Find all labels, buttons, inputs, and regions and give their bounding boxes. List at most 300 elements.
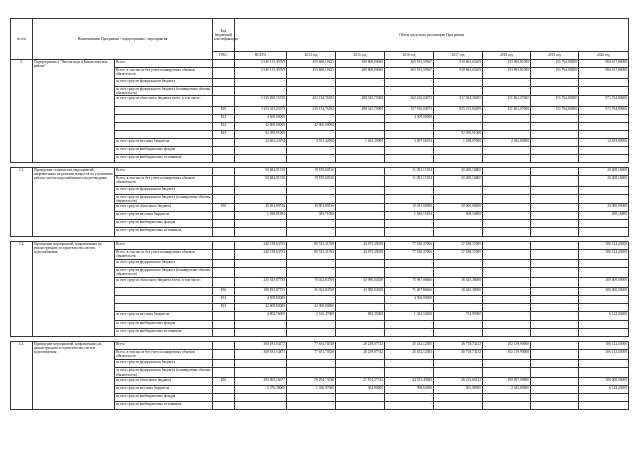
amount-cell: -	[531, 368, 579, 377]
amount-cell: 10 053,00000	[385, 204, 434, 212]
amount-cell: -	[287, 155, 336, 163]
amount-cell: 3 531,42000	[287, 138, 336, 146]
amount-cell: -	[434, 195, 483, 204]
amount-cell: -	[531, 385, 579, 393]
amount-cell: 289 808,00000	[336, 60, 385, 68]
amount-cell: -	[531, 168, 579, 176]
amount-cell: 240 138,63753	[235, 249, 287, 260]
amount-cell: 408,16800	[579, 212, 629, 220]
amount-cell: -	[579, 360, 629, 368]
amount-cell: -	[434, 220, 483, 228]
grbs-code	[213, 393, 235, 401]
budget-table-sheet	[10, 18, 628, 410]
funding-source: за счет средств федерального бюджета (планируемые объемы обязательств)	[115, 368, 213, 377]
amount-cell: 253 983,81000	[483, 68, 531, 79]
amount-cell: 45 432,12385	[385, 341, 434, 349]
amount-cell: -	[483, 393, 531, 401]
amount-cell: 20 000,00000	[434, 204, 483, 212]
funding-source: за счет средств федерального бюджета (планируемые объемы обязательств)	[115, 86, 213, 95]
amount-cell: -	[434, 147, 483, 155]
amount-cell: 300 181,54477	[235, 349, 287, 360]
amount-cell: -	[385, 393, 434, 401]
amount-cell: -	[287, 114, 336, 122]
amount-cell: 364,80000	[336, 385, 385, 393]
amount-cell: -	[483, 86, 531, 95]
amount-cell: -	[434, 114, 483, 122]
amount-cell: -	[579, 393, 629, 401]
amount-cell: 895,35000	[336, 312, 385, 320]
amount-cell: 36 022,84769	[287, 288, 336, 296]
amount-cell: -	[235, 78, 287, 86]
amount-cell: -	[434, 260, 483, 268]
amount-cell: -	[483, 288, 531, 296]
header-number: № п/п	[11, 19, 33, 60]
amount-cell: 36 445,38000	[434, 277, 483, 288]
amount-cell: 1 462,35000	[336, 138, 385, 146]
amount-cell: 18 801,89516	[287, 204, 336, 212]
header-funding-volume: Объем средств на реализацию Программы	[235, 19, 629, 52]
funding-source: Всего	[115, 60, 213, 68]
amount-cell: -	[483, 176, 531, 187]
amount-cell: -	[287, 228, 336, 236]
amount-cell: -	[531, 241, 579, 249]
funding-source: за счет средств местных бюджетов	[115, 312, 213, 320]
amount-cell: -	[235, 86, 287, 95]
funding-source: за счет средств федерального бюджета	[115, 78, 213, 86]
amount-cell: 42 000,00000	[287, 304, 336, 312]
funding-source: Всего, в том числе без учета планируемых объемов обязательств	[115, 249, 213, 260]
funding-source	[115, 130, 213, 138]
amount-cell: -	[385, 401, 434, 409]
amount-cell: 50 684,91510	[235, 168, 287, 176]
grbs-code	[213, 186, 235, 194]
amount-cell: 37 180,37000	[434, 241, 483, 249]
amount-cell: -	[336, 212, 385, 220]
amount-cell: -	[434, 155, 483, 163]
amount-cell: 253 983,81000	[483, 60, 531, 68]
amount-cell: -	[235, 393, 287, 401]
header-year-2019: 2019 год	[531, 52, 579, 60]
amount-cell: 910 663,65209	[434, 60, 483, 68]
section-name: Проведение технических мероприятий, направленных на решение вопросов по улучшению работы систем водоснабжения и водоотведения	[33, 168, 115, 236]
amount-cell: -	[235, 320, 287, 328]
amount-cell: 151 764,80000	[531, 95, 579, 106]
amount-cell: 251 861,07000	[483, 106, 531, 114]
amount-cell: -	[385, 122, 434, 130]
funding-source: за счет средств внебюджетных источников	[115, 401, 213, 409]
amount-cell: -	[531, 220, 579, 228]
header-year-2018: 2018 год	[483, 52, 531, 60]
amount-cell: -	[531, 204, 579, 212]
table-row	[11, 168, 629, 176]
amount-cell: -	[385, 195, 434, 204]
amount-cell: 3 335 490,15535	[235, 95, 287, 106]
amount-cell: -	[385, 228, 434, 236]
amount-cell: 3 497,56194	[385, 138, 434, 146]
grbs-code	[213, 86, 235, 95]
amount-cell: 92 050,91000	[434, 130, 483, 138]
amount-cell: -	[483, 249, 531, 260]
funding-source: Всего	[115, 168, 213, 176]
amount-cell: -	[531, 130, 579, 138]
grbs-code: 812	[213, 296, 235, 304]
amount-cell: 151 764,80000	[531, 60, 579, 68]
amount-cell: -	[434, 122, 483, 130]
amount-cell: 102 139,90000	[483, 349, 531, 360]
amount-cell: -	[235, 195, 287, 204]
amount-cell: -	[531, 78, 579, 86]
header-grbs: ГРБС	[213, 52, 235, 60]
amount-cell: -	[235, 260, 287, 268]
table-row	[11, 341, 629, 349]
section-number: 2.3.	[11, 341, 33, 409]
amount-cell: -	[483, 320, 531, 328]
funding-source: за счет средств внебюджетных фондов	[115, 220, 213, 228]
amount-cell: -	[235, 228, 287, 236]
amount-cell: 48 854,89516	[235, 204, 287, 212]
amount-cell: -	[483, 228, 531, 236]
amount-cell: 11 091,15194	[385, 168, 434, 176]
amount-cell: -	[579, 228, 629, 236]
amount-cell: 76 294,73338	[287, 377, 336, 385]
amount-cell: 455 666,10123	[287, 68, 336, 79]
amount-cell: -	[336, 304, 385, 312]
program-budget-table	[10, 18, 629, 410]
amount-cell: -	[531, 401, 579, 409]
funding-source: за счет средств внебюджетных фондов	[115, 147, 213, 155]
funding-source	[115, 114, 213, 122]
amount-cell: -	[531, 138, 579, 146]
funding-source: за счет средств местных бюджетов	[115, 212, 213, 220]
amount-cell: 984 417,80000	[579, 68, 629, 79]
amount-cell: 1 356,97000	[287, 385, 336, 393]
amount-cell: 37 180,37000	[434, 249, 483, 260]
amount-cell: 362 416,03073	[385, 95, 434, 106]
amount-cell: -	[336, 122, 385, 130]
amount-cell: -	[434, 328, 483, 336]
grbs-code: 822	[213, 304, 235, 312]
amount-cell: 77 330,37066	[385, 249, 434, 260]
grbs-code	[213, 328, 235, 336]
amount-cell: 235 335,87753	[235, 277, 287, 288]
amount-cell: -	[483, 304, 531, 312]
amount-cell: 50 684,91510	[235, 176, 287, 187]
amount-cell: -	[483, 195, 531, 204]
amount-cell: 20 408,16800	[579, 176, 629, 187]
amount-cell: 4 500,00000	[235, 296, 287, 304]
amount-cell: 42 000,00000	[235, 122, 287, 130]
amount-cell: 20 408,16800	[579, 168, 629, 176]
funding-source	[115, 106, 213, 114]
header-program-name: Наименование Программы / подпрограммы / мероприятия	[33, 19, 213, 60]
amount-cell: -	[336, 320, 385, 328]
amount-cell: -	[483, 312, 531, 320]
amount-cell: -	[287, 186, 336, 194]
grbs-code	[213, 220, 235, 228]
amount-cell: -	[483, 204, 531, 212]
amount-cell: -	[579, 401, 629, 409]
amount-cell: -	[531, 155, 579, 163]
amount-cell: -	[287, 360, 336, 368]
header-year-2017: 2017 год	[434, 52, 483, 60]
amount-cell: -	[483, 296, 531, 304]
amount-cell: -	[531, 377, 579, 385]
amount-cell: -	[336, 401, 385, 409]
funding-source: за счет средств внебюджетных источников	[115, 328, 213, 336]
amount-cell: -	[336, 204, 385, 212]
amount-cell: -	[336, 114, 385, 122]
amount-cell: -	[483, 328, 531, 336]
amount-cell: 151 764,80000	[531, 68, 579, 79]
amount-cell: -	[483, 147, 531, 155]
amount-cell: -	[336, 368, 385, 377]
funding-source: за счет средств областного бюджета	[115, 204, 213, 212]
amount-cell: 151 764,80000	[531, 106, 579, 114]
amount-cell: -	[336, 260, 385, 268]
amount-cell: -	[531, 328, 579, 336]
grbs-code	[213, 401, 235, 409]
grbs-code: 810	[213, 106, 235, 114]
grbs-code	[213, 195, 235, 204]
amount-cell: -	[385, 260, 434, 268]
table-row	[11, 60, 629, 68]
amount-cell: -	[579, 147, 629, 155]
amount-cell: -	[336, 328, 385, 336]
funding-source: за счет средств внебюджетных источников	[115, 228, 213, 236]
amount-cell: -	[434, 228, 483, 236]
amount-cell: 4 802,76000	[235, 312, 287, 320]
grbs-code	[213, 241, 235, 249]
header-year-2020: 2020 год	[579, 52, 629, 60]
amount-cell: 20 408,16800	[434, 168, 483, 176]
amount-cell: 1 038,15194	[385, 212, 434, 220]
amount-cell: 4 500,00000	[385, 114, 434, 122]
grbs-code: 810	[213, 377, 235, 385]
amount-cell: -	[385, 368, 434, 377]
grbs-code: 812	[213, 114, 235, 122]
amount-cell: -	[579, 86, 629, 95]
amount-cell: 240 138,63753	[235, 241, 287, 249]
amount-cell: -	[336, 220, 385, 228]
funding-source: за счет средств федерального бюджета	[115, 186, 213, 194]
amount-cell: -	[579, 114, 629, 122]
amount-cell: -	[434, 78, 483, 86]
amount-cell: 24 665,24194	[235, 138, 287, 146]
amount-cell: 46 718,74212	[434, 341, 483, 349]
amount-cell: 306 122,45000	[579, 341, 629, 349]
amount-cell: 4 500,00000	[235, 114, 287, 122]
amount-cell: 12 653,00000	[579, 138, 629, 146]
amount-cell: -	[287, 368, 336, 377]
grbs-code	[213, 277, 235, 288]
amount-cell: -	[579, 368, 629, 377]
amount-cell: -	[483, 268, 531, 277]
amount-cell: -	[531, 114, 579, 122]
amount-cell: 102 139,90000	[483, 341, 531, 349]
amount-cell: 42 000,00000	[287, 122, 336, 130]
amount-cell: 92 050,91000	[235, 130, 287, 138]
grbs-code	[213, 320, 235, 328]
amount-cell: 19 185,60516	[287, 168, 336, 176]
amount-cell: -	[483, 277, 531, 288]
amount-cell: 71 487,86666	[385, 288, 434, 296]
amount-cell: -	[531, 249, 579, 260]
amount-cell: 44 875,39358	[336, 241, 385, 249]
amount-cell: 46 718,74212	[434, 349, 483, 360]
grbs-code	[213, 228, 235, 236]
amount-cell: -	[483, 186, 531, 194]
amount-cell: -	[336, 228, 385, 236]
grbs-code	[213, 341, 235, 349]
amount-cell: -	[579, 186, 629, 194]
amount-cell: 77 330,37066	[385, 241, 434, 249]
amount-cell: -	[531, 288, 579, 296]
grbs-code	[213, 268, 235, 277]
amount-cell: 908,63000	[385, 385, 434, 393]
header-budget-code: Код бюджетной классификации	[213, 19, 235, 52]
amount-cell: -	[336, 147, 385, 155]
amount-cell: -	[385, 130, 434, 138]
amount-cell: -	[235, 360, 287, 368]
grbs-code	[213, 385, 235, 393]
amount-cell: -	[235, 155, 287, 163]
funding-source: Всего	[115, 241, 213, 249]
amount-cell: -	[287, 393, 336, 401]
amount-cell: -	[235, 401, 287, 409]
amount-cell: 80 533,31769	[287, 241, 336, 249]
amount-cell: -	[385, 320, 434, 328]
amount-cell: -	[579, 78, 629, 86]
amount-cell: -	[579, 260, 629, 268]
amount-cell: -	[235, 147, 287, 155]
amount-cell: 835 155,84299	[434, 106, 483, 114]
amount-cell: 1 458,07000	[434, 138, 483, 146]
funding-source: за счет средств областного бюджета всего, в том числе:	[115, 277, 213, 288]
amount-cell: -	[336, 186, 385, 194]
amount-cell: -	[483, 360, 531, 368]
amount-cell: 300 000,00000	[579, 288, 629, 296]
amount-cell: 27 874,27742	[336, 377, 385, 385]
section-number: 2.2.	[11, 241, 33, 336]
amount-cell: 383,71000	[287, 212, 336, 220]
amount-cell: -	[434, 393, 483, 401]
amount-cell: 1 830,01994	[235, 212, 287, 220]
funding-source: Всего, в том числе без учета планируемых объемов обязательств	[115, 176, 213, 187]
amount-cell: -	[336, 168, 385, 176]
amount-cell: -	[483, 122, 531, 130]
amount-cell: 410 134,76183	[287, 106, 336, 114]
amount-cell: 4 500,00000	[385, 296, 434, 304]
amount-cell: -	[579, 328, 629, 336]
amount-cell: 2 510,47000	[287, 312, 336, 320]
table-row	[11, 241, 629, 249]
amount-cell: -	[531, 122, 579, 130]
amount-cell: -	[531, 312, 579, 320]
grbs-code: 810	[213, 204, 235, 212]
amount-cell: -	[531, 393, 579, 401]
amount-cell: 984 417,80000	[579, 60, 629, 68]
amount-cell: -	[385, 268, 434, 277]
grbs-code	[213, 212, 235, 220]
grbs-code: 822	[213, 122, 235, 130]
amount-cell: 306 122,45000	[579, 349, 629, 360]
amount-cell: 734,99000	[434, 312, 483, 320]
amount-cell: -	[531, 341, 579, 349]
amount-cell: -	[434, 186, 483, 194]
amount-cell: 2 042,80000	[483, 385, 531, 393]
amount-cell: 306 122,45000	[579, 241, 629, 249]
amount-cell: 408,16800	[434, 212, 483, 220]
amount-cell: 80 533,31769	[287, 249, 336, 260]
amount-cell: -	[434, 86, 483, 95]
amount-cell: 300 000,00000	[579, 377, 629, 385]
header-year-2014: 2014 год	[287, 52, 336, 60]
section-name: Проведение мероприятий, направленных на реконструкцию и строительство систем водоснабжения	[33, 241, 115, 336]
amount-cell: 300 000,00000	[579, 277, 629, 288]
amount-cell: -	[434, 401, 483, 409]
amount-cell: -	[483, 401, 531, 409]
amount-cell: -	[336, 195, 385, 204]
section-number: 2.	[11, 60, 33, 163]
funding-source: за счет средств местных бюджетов	[115, 138, 213, 146]
amount-cell: -	[287, 401, 336, 409]
amount-cell: -	[531, 176, 579, 187]
amount-cell: -	[287, 195, 336, 204]
amount-cell: 188 835,87753	[235, 288, 287, 296]
amount-cell: 44 875,39358	[336, 249, 385, 260]
grbs-code: 843	[213, 130, 235, 138]
amount-cell: 3 253 411,23575	[235, 106, 287, 114]
amount-cell: -	[434, 368, 483, 377]
amount-cell: 28 239,07742	[336, 341, 385, 349]
grbs-code	[213, 168, 235, 176]
amount-cell: 43 980,04358	[336, 277, 385, 288]
amount-cell: -	[579, 304, 629, 312]
amount-cell: 6 122,45000	[579, 312, 629, 320]
grbs-code	[213, 95, 235, 106]
grbs-code	[213, 260, 235, 268]
funding-source: Всего	[115, 341, 213, 349]
section-name: Проведение мероприятий, направленных на реконструкцию и строительство систем водоотведения	[33, 341, 115, 409]
amount-cell: -	[483, 168, 531, 176]
amount-cell: -	[336, 296, 385, 304]
amount-cell: -	[235, 220, 287, 228]
amount-cell: 20 408,16800	[434, 176, 483, 187]
amount-cell: -	[385, 360, 434, 368]
amount-cell: -	[287, 328, 336, 336]
amount-cell: -	[531, 212, 579, 220]
grbs-code	[213, 312, 235, 320]
amount-cell: 3 540 155,39769	[235, 60, 287, 68]
amount-cell: 365 913,59367	[385, 68, 434, 79]
amount-cell: -	[579, 195, 629, 204]
funding-source: за счет средств федерального бюджета	[115, 360, 213, 368]
amount-cell: -	[531, 296, 579, 304]
amount-cell: -	[483, 130, 531, 138]
amount-cell: 288 345,75000	[336, 95, 385, 106]
funding-source: Всего, в том числе без учета планируемых объемов обязательств	[115, 68, 213, 79]
amount-cell: -	[287, 130, 336, 138]
amount-cell: -	[336, 268, 385, 277]
amount-cell: -	[434, 320, 483, 328]
amount-cell: -	[531, 186, 579, 194]
amount-cell: 20 000,00000	[579, 204, 629, 212]
amount-cell: 357 916,03073	[385, 106, 434, 114]
amount-cell: -	[336, 155, 385, 163]
funding-source: Всего, в том числе без учета планируемых объемов обязательств	[115, 349, 213, 360]
amount-cell: -	[579, 296, 629, 304]
amount-cell: -	[434, 296, 483, 304]
